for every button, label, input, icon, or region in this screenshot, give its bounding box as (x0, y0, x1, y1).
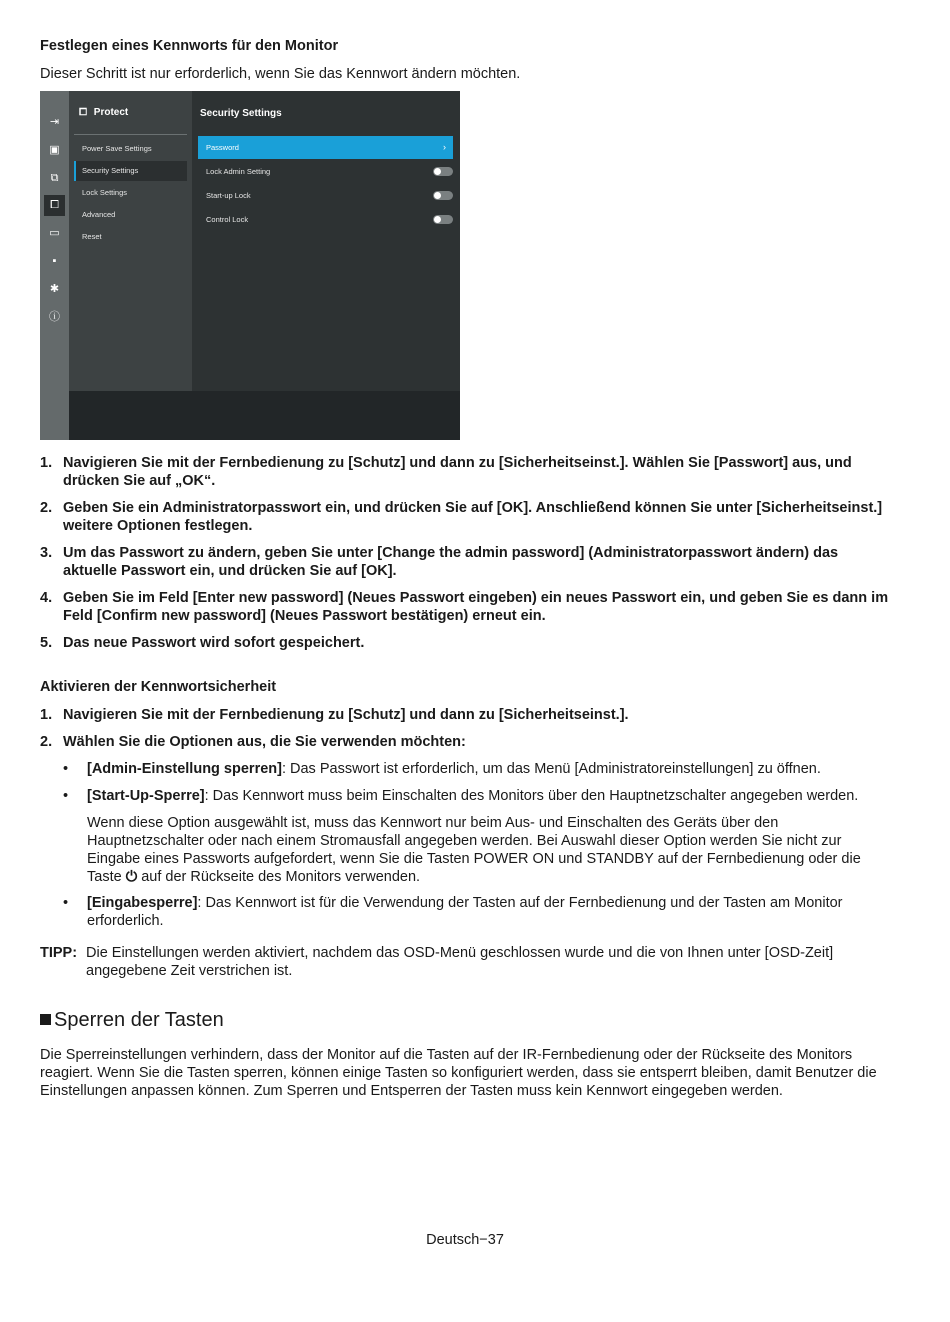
osd-menu1-title: Protect (93, 107, 129, 118)
osd-menu2-item-startup-lock[interactable] (198, 184, 453, 207)
bullet-term: [Admin-Einstellung sperren] (87, 761, 282, 777)
apps-icon: ▪ (52, 255, 57, 267)
toggle-switch[interactable] (433, 167, 453, 176)
osd-menu-security (192, 91, 460, 391)
list-item (40, 454, 890, 490)
osd-menu-protect (69, 91, 192, 391)
bullet-item (63, 760, 890, 778)
divider (74, 134, 187, 135)
list-number: 4. (40, 590, 53, 606)
chevron-right-icon: › (443, 142, 446, 152)
list-text: Um das Passwort zu ändern, geben Sie unter [Change the admin password] (Administratorpasswort ändern) das aktuelle Passwort ein, und drücken Sie auf [OK]. (63, 545, 839, 579)
info-icon: ⓘ (49, 311, 60, 323)
page-footer: Deutsch−37 (426, 1232, 504, 1248)
multi-screen-icon: ⧉ (50, 172, 59, 184)
list-number: 1. (40, 707, 53, 723)
osd-bottom-bar (69, 391, 460, 440)
osd-menu2-label: Lock Admin Setting (206, 167, 271, 176)
schedule-icon: ▣ (49, 144, 60, 156)
tip-label: TIPP: (40, 945, 78, 961)
list-item (40, 544, 890, 580)
osd-menu1-item-security[interactable]: Security Settings (74, 161, 187, 181)
list-item (40, 499, 890, 535)
tip-text: Die Einstellungen werden aktiviert, nachdem das OSD-Menü geschlossen wurde und die von Ihnen unter [OSD-Zeit] angegebene Zeit verstrichen ist. (86, 945, 834, 979)
bullet-text: : Das Passwort ist erforderlich, um das Menü [Administratoreinstellungen] zu öffnen. (281, 761, 821, 777)
list-item (40, 733, 890, 751)
section-heading-password: Festlegen eines Kennworts für den Monitor (40, 38, 339, 54)
section-heading-activate: Aktivieren der Kennwortsicherheit (40, 679, 277, 695)
note-text: Wenn diese Option ausgewählt ist, muss das Kennwort nur beim Aus- und Einschalten des Geräts über den Hauptnetzschalter oder nach einem Stromausfall angegeben werden. Bei Auswahl dieser Option werden Sie nicht zur Eingabe eines Passworts aufgefordert, wenn Sie die Tasten POWER ON und STANDBY auf der Fernbedienung oder die Taste (87, 815, 861, 885)
bullet-term: [Eingabesperre] (87, 895, 198, 911)
list-number: 5. (40, 635, 53, 651)
list-item (40, 634, 890, 652)
gear-icon: ✱ (49, 283, 60, 295)
input-icon: ⇥ (49, 116, 60, 128)
list-text: Navigieren Sie mit der Fernbedienung zu [Schutz] und dann zu [Sicherheitseinst.]. Wählen Sie [Passwort] aus, und drücken Sie auf „OK“. (63, 455, 852, 489)
osd-menu2-label: Control Lock (206, 215, 249, 224)
list-text: Navigieren Sie mit der Fernbedienung zu [Schutz] und dann zu [Sicherheitseinst.]. (63, 707, 629, 723)
toggle-switch[interactable] (433, 191, 453, 200)
bullet-text: : Das Kennwort ist für die Verwendung der Tasten auf der Fernbedienung und der Tasten am Monitor erforderlich. (87, 895, 843, 929)
intro-paragraph: Dieser Schritt ist nur erforderlich, wenn Sie das Kennwort ändern möchten. (40, 66, 521, 82)
osd-menu2-label: Password (206, 143, 239, 152)
osd-menu1-item-lock[interactable]: Lock Settings (82, 188, 128, 197)
toggle-knob (434, 168, 441, 175)
osd-menu1-item-power-save[interactable]: Power Save Settings (82, 144, 152, 153)
bullet-dot: • (63, 788, 69, 804)
tip-box (40, 944, 890, 980)
list-item (40, 706, 890, 724)
osd-screenshot (40, 91, 460, 440)
list-number: 2. (40, 500, 53, 516)
list-text: Das neue Passwort wird sofort gespeichert. (63, 635, 365, 651)
list-number: 3. (40, 545, 53, 561)
list-text: Wählen Sie die Optionen aus, die Sie verwenden möchten: (63, 734, 466, 750)
section2-body: Die Sperreinstellungen verhindern, dass der Monitor auf die Tasten auf der IR-Fernbedienung oder der Rückseite des Monitors reagiert. Wenn Sie die Tasten sperren, können einige Tasten so konfiguriert werden, dass sie entsperrt bleiben, damit Benutzer die Einstellungen anpassen können. Zum Sperren und Entsperren der Tasten muss kein Kennwort eingegeben werden. (40, 1047, 877, 1099)
toggle-knob (434, 216, 441, 223)
protect-icon: ⧠ (44, 195, 65, 216)
bullet-item (63, 787, 890, 805)
square-bullet-icon (40, 1014, 51, 1025)
osd-menu2-item-password[interactable] (198, 136, 453, 159)
bullet-dot: • (63, 761, 69, 777)
picture-icon: ▭ (49, 227, 60, 239)
bullet-dot: • (63, 895, 69, 911)
osd-menu2-item-lock-admin[interactable] (198, 160, 453, 183)
note-text: auf der Rückseite des Monitors verwenden. (141, 869, 421, 885)
section-title-key-lock (40, 1009, 224, 1032)
osd-menu2-title: Security Settings (200, 108, 282, 119)
list-text: Geben Sie im Feld [Enter new password] (Neues Passwort eingeben) ein neues Passwort ein, und geben Sie es dann im Feld [Confirm new password] (Neues Passwort bestätigen) erneut ein. (63, 590, 889, 624)
osd-menu2-item-control-lock[interactable] (198, 208, 453, 231)
protect-icon: ⧠ (79, 107, 87, 118)
osd-menu2-label: Start-up Lock (206, 191, 251, 200)
list-text: Geben Sie ein Administratorpasswort ein, und drücken Sie auf [OK]. Anschließend können Sie unter [Sicherheitseinst.] weitere Optionen festlegen. (63, 500, 883, 534)
startup-note (63, 814, 890, 886)
power-icon: ⏻ (125, 869, 138, 885)
list-number: 1. (40, 455, 53, 471)
toggle-knob (434, 192, 441, 199)
bullet-item (63, 894, 890, 930)
toggle-switch[interactable] (433, 215, 453, 224)
osd-menu1-item-reset[interactable]: Reset (82, 232, 102, 241)
section-title-text: Sperren der Tasten (54, 1009, 224, 1031)
bullet-term: [Start-Up-Sperre] (87, 788, 205, 804)
osd-menu1-item-advanced[interactable]: Advanced (82, 210, 116, 219)
list-number: 2. (40, 734, 53, 750)
list-item (40, 589, 890, 625)
bullet-text: : Das Kennwort muss beim Einschalten des Monitors über den Hauptnetzschalter angegeben werden. (204, 788, 859, 804)
osd-icon-sidebar (40, 91, 69, 440)
